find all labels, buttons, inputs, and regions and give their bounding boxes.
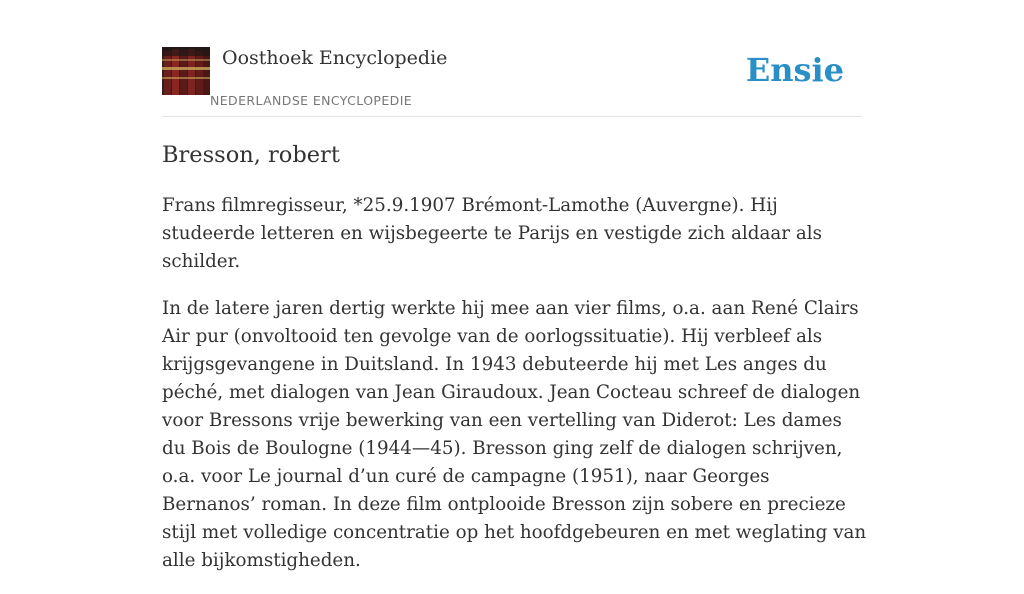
site-header [162,46,862,117]
article-body [162,192,867,594]
brand-logo-link[interactable]: Ensie [745,51,844,89]
article-paragraph: In de latere jaren dertig werkte hij mee aan vier films, o.a. aan René Clairs Air pur (onvoltooid ten gevolge van de oorlogssituatie). Hij verbleef als krijgsgevangene in Duitsland. In 1943 debuteerde hij met Les anges du péché, met dialogen van Jean Giraudoux. Jean Cocteau schreef de dialogen voor Bressons vrije bewerking van een vertelling van Diderot: Les dames du Bois de Boulogne (1944—45). Bresson ging zelf de dialogen schrijven, o.a. voor Le journal d’un curé de campagne (1951), naar Georges Bernanos’ roman. In deze film ontplooide Bresson zijn sobere en precieze stijl met volledige concentratie op het hoofdgebeuren en met weglating van alle bijkomstigheden. [162,298,867,571]
article-paragraph: Frans filmregisseur, *25.9.1907 Brémont-Lamothe (Auvergne). Hij studeerde letteren en wijsbegeerte te Parijs en vestigde zich aldaar als schilder. [162,195,822,272]
article-title: Bresson, robert [162,142,340,168]
site-avatar[interactable] [162,47,210,95]
site-name[interactable]: Oosthoek Encyclopedie [222,47,448,69]
site-subtitle: NEDERLANDSE ENCYCLOPEDIE [210,93,413,108]
book-spines-icon [162,47,210,95]
